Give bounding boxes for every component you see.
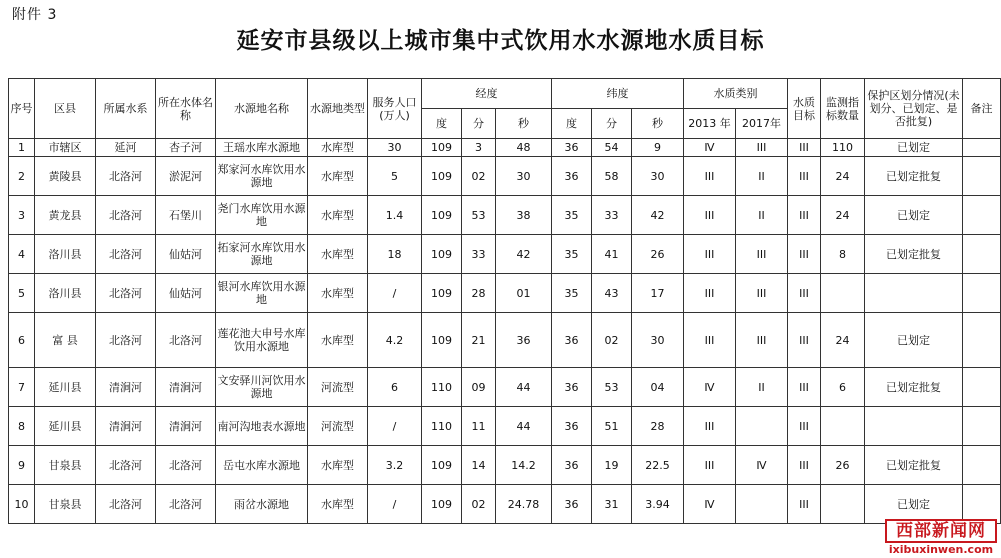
cell-county: 黄龙县 bbox=[35, 196, 96, 235]
header-2017: 2017年 bbox=[736, 109, 788, 139]
cell-indicators bbox=[821, 485, 865, 524]
header-population: 服务人口(万人) bbox=[368, 79, 422, 139]
cell-quality-2013: III bbox=[684, 235, 736, 274]
cell-county: 甘泉县 bbox=[35, 446, 96, 485]
cell-lon-min: 3 bbox=[462, 139, 496, 157]
cell-lon-sec: 44 bbox=[496, 407, 552, 446]
cell-source-name: 南河沟地表水源地 bbox=[216, 407, 308, 446]
cell-remarks bbox=[963, 485, 1001, 524]
cell-system: 清涧河 bbox=[96, 407, 156, 446]
cell-county: 市辖区 bbox=[35, 139, 96, 157]
cell-lon-deg: 109 bbox=[422, 157, 462, 196]
watermark-url: ixibuxinwen.com bbox=[888, 543, 994, 556]
cell-protection bbox=[865, 274, 963, 313]
cell-protection: 已划定批复 bbox=[865, 157, 963, 196]
cell-system: 延河 bbox=[96, 139, 156, 157]
table-row bbox=[9, 313, 1001, 368]
cell-lat-deg: 36 bbox=[552, 407, 592, 446]
cell-lat-deg: 35 bbox=[552, 235, 592, 274]
cell-quality-2017: III bbox=[736, 139, 788, 157]
cell-population: 6 bbox=[368, 368, 422, 407]
cell-protection: 已划定 bbox=[865, 196, 963, 235]
cell-remarks bbox=[963, 196, 1001, 235]
cell-source-name: 莲花池大申号水库饮用水源地 bbox=[216, 313, 308, 368]
cell-lon-deg: 109 bbox=[422, 485, 462, 524]
cell-source-type: 水库型 bbox=[308, 274, 368, 313]
cell-system: 北洛河 bbox=[96, 485, 156, 524]
cell-lon-deg: 110 bbox=[422, 368, 462, 407]
cell-lon-sec: 14.2 bbox=[496, 446, 552, 485]
cell-water-body: 清涧河 bbox=[156, 368, 216, 407]
cell-target: III bbox=[788, 139, 821, 157]
cell-source-type: 水库型 bbox=[308, 485, 368, 524]
cell-lat-min: 33 bbox=[592, 196, 632, 235]
cell-remarks bbox=[963, 235, 1001, 274]
cell-population: 18 bbox=[368, 235, 422, 274]
cell-quality-2017: Ⅳ bbox=[736, 446, 788, 485]
cell-water-body: 北洛河 bbox=[156, 313, 216, 368]
cell-population: 3.2 bbox=[368, 446, 422, 485]
cell-lon-min: 11 bbox=[462, 407, 496, 446]
header-lat-min: 分 bbox=[592, 109, 632, 139]
cell-lat-min: 54 bbox=[592, 139, 632, 157]
cell-water-body: 清涧河 bbox=[156, 407, 216, 446]
cell-source-name: 雨岔水源地 bbox=[216, 485, 308, 524]
cell-lat-sec: 17 bbox=[632, 274, 684, 313]
header-water-body: 所在水体名称 bbox=[156, 79, 216, 139]
cell-quality-2013: Ⅳ bbox=[684, 139, 736, 157]
cell-quality-2017: III bbox=[736, 235, 788, 274]
cell-remarks bbox=[963, 407, 1001, 446]
cell-quality-2017 bbox=[736, 407, 788, 446]
cell-quality-2013: III bbox=[684, 446, 736, 485]
header-indicators: 监测指标数量 bbox=[821, 79, 865, 139]
cell-lat-sec: 26 bbox=[632, 235, 684, 274]
cell-quality-2013: Ⅳ bbox=[684, 485, 736, 524]
header-target: 水质目标 bbox=[788, 79, 821, 139]
header-source-name: 水源地名称 bbox=[216, 79, 308, 139]
cell-target: III bbox=[788, 157, 821, 196]
cell-remarks bbox=[963, 274, 1001, 313]
header-lon-sec: 秒 bbox=[496, 109, 552, 139]
header-source-type: 水源地类型 bbox=[308, 79, 368, 139]
cell-lat-min: 19 bbox=[592, 446, 632, 485]
cell-lon-min: 21 bbox=[462, 313, 496, 368]
cell-system: 清涧河 bbox=[96, 368, 156, 407]
cell-seq: 5 bbox=[9, 274, 35, 313]
table-row bbox=[9, 235, 1001, 274]
cell-population: 5 bbox=[368, 157, 422, 196]
cell-quality-2013: III bbox=[684, 157, 736, 196]
cell-lon-sec: 38 bbox=[496, 196, 552, 235]
cell-lat-deg: 36 bbox=[552, 485, 592, 524]
cell-source-type: 河流型 bbox=[308, 407, 368, 446]
cell-lon-deg: 109 bbox=[422, 139, 462, 157]
cell-lon-deg: 109 bbox=[422, 274, 462, 313]
table-row bbox=[9, 446, 1001, 485]
cell-source-type: 水库型 bbox=[308, 235, 368, 274]
table-row bbox=[9, 368, 1001, 407]
cell-seq: 8 bbox=[9, 407, 35, 446]
table-row bbox=[9, 157, 1001, 196]
cell-lat-min: 53 bbox=[592, 368, 632, 407]
cell-target: III bbox=[788, 313, 821, 368]
cell-lat-deg: 36 bbox=[552, 139, 592, 157]
cell-county: 黄陵县 bbox=[35, 157, 96, 196]
cell-protection: 已划定 bbox=[865, 485, 963, 524]
cell-remarks bbox=[963, 157, 1001, 196]
header-county: 区县 bbox=[35, 79, 96, 139]
cell-seq: 1 bbox=[9, 139, 35, 157]
header-latitude: 纬度 bbox=[552, 79, 684, 109]
cell-indicators bbox=[821, 407, 865, 446]
cell-lon-min: 02 bbox=[462, 157, 496, 196]
cell-population: / bbox=[368, 407, 422, 446]
header-seq: 序号 bbox=[9, 79, 35, 139]
cell-lat-sec: 22.5 bbox=[632, 446, 684, 485]
cell-quality-2017: II bbox=[736, 196, 788, 235]
cell-quality-2017: II bbox=[736, 368, 788, 407]
cell-lon-min: 14 bbox=[462, 446, 496, 485]
cell-lat-min: 58 bbox=[592, 157, 632, 196]
cell-population: / bbox=[368, 274, 422, 313]
table-row bbox=[9, 485, 1001, 524]
cell-lat-sec: 3.94 bbox=[632, 485, 684, 524]
cell-lon-min: 33 bbox=[462, 235, 496, 274]
cell-lat-deg: 35 bbox=[552, 196, 592, 235]
cell-quality-2017 bbox=[736, 485, 788, 524]
cell-lon-min: 09 bbox=[462, 368, 496, 407]
header-remarks: 备注 bbox=[963, 79, 1001, 139]
cell-lat-deg: 36 bbox=[552, 313, 592, 368]
cell-lon-sec: 48 bbox=[496, 139, 552, 157]
cell-lat-min: 51 bbox=[592, 407, 632, 446]
cell-remarks bbox=[963, 446, 1001, 485]
header-lat-sec: 秒 bbox=[632, 109, 684, 139]
cell-lat-deg: 36 bbox=[552, 368, 592, 407]
cell-source-type: 水库型 bbox=[308, 446, 368, 485]
cell-population: 1.4 bbox=[368, 196, 422, 235]
cell-lon-deg: 110 bbox=[422, 407, 462, 446]
cell-lon-sec: 42 bbox=[496, 235, 552, 274]
cell-target: III bbox=[788, 196, 821, 235]
cell-target: III bbox=[788, 446, 821, 485]
cell-seq: 6 bbox=[9, 313, 35, 368]
cell-lat-min: 31 bbox=[592, 485, 632, 524]
cell-lat-min: 02 bbox=[592, 313, 632, 368]
cell-protection bbox=[865, 407, 963, 446]
cell-target: III bbox=[788, 485, 821, 524]
cell-lon-deg: 109 bbox=[422, 313, 462, 368]
cell-lat-sec: 9 bbox=[632, 139, 684, 157]
cell-lat-min: 43 bbox=[592, 274, 632, 313]
cell-system: 北洛河 bbox=[96, 157, 156, 196]
cell-source-name: 尧门水库饮用水源地 bbox=[216, 196, 308, 235]
cell-lon-sec: 01 bbox=[496, 274, 552, 313]
cell-water-body: 杏子河 bbox=[156, 139, 216, 157]
table-row bbox=[9, 407, 1001, 446]
cell-population: 30 bbox=[368, 139, 422, 157]
cell-source-name: 文安驿川河饮用水源地 bbox=[216, 368, 308, 407]
cell-lat-deg: 36 bbox=[552, 446, 592, 485]
cell-indicators: 24 bbox=[821, 196, 865, 235]
cell-protection: 已划定 bbox=[865, 139, 963, 157]
cell-water-body: 淤泥河 bbox=[156, 157, 216, 196]
cell-protection: 已划定批复 bbox=[865, 235, 963, 274]
cell-lat-sec: 28 bbox=[632, 407, 684, 446]
cell-lon-min: 53 bbox=[462, 196, 496, 235]
cell-lon-deg: 109 bbox=[422, 446, 462, 485]
cell-source-type: 水库型 bbox=[308, 313, 368, 368]
cell-indicators: 8 bbox=[821, 235, 865, 274]
cell-source-name: 岳屯水库水源地 bbox=[216, 446, 308, 485]
cell-water-body: 仙姑河 bbox=[156, 235, 216, 274]
cell-system: 北洛河 bbox=[96, 313, 156, 368]
cell-remarks bbox=[963, 368, 1001, 407]
header-longitude: 经度 bbox=[422, 79, 552, 109]
cell-water-body: 北洛河 bbox=[156, 446, 216, 485]
cell-lon-deg: 109 bbox=[422, 235, 462, 274]
cell-lat-sec: 04 bbox=[632, 368, 684, 407]
header-lon-min: 分 bbox=[462, 109, 496, 139]
cell-lon-sec: 36 bbox=[496, 313, 552, 368]
cell-target: III bbox=[788, 407, 821, 446]
cell-source-name: 拓家河水库饮用水源地 bbox=[216, 235, 308, 274]
cell-lon-deg: 109 bbox=[422, 196, 462, 235]
cell-lon-min: 28 bbox=[462, 274, 496, 313]
cell-indicators: 24 bbox=[821, 157, 865, 196]
cell-lat-sec: 30 bbox=[632, 313, 684, 368]
cell-quality-2013: III bbox=[684, 196, 736, 235]
cell-seq: 3 bbox=[9, 196, 35, 235]
cell-county: 甘泉县 bbox=[35, 485, 96, 524]
cell-county: 洛川县 bbox=[35, 235, 96, 274]
cell-indicators bbox=[821, 274, 865, 313]
water-source-table bbox=[8, 78, 1001, 524]
header-protection: 保护区划分情况(未划分、已划定、是否批复) bbox=[865, 79, 963, 139]
cell-county: 延川县 bbox=[35, 407, 96, 446]
table-row bbox=[9, 139, 1001, 157]
cell-protection: 已划定 bbox=[865, 313, 963, 368]
cell-county: 延川县 bbox=[35, 368, 96, 407]
cell-source-name: 王瑶水库水源地 bbox=[216, 139, 308, 157]
header-lon-deg: 度 bbox=[422, 109, 462, 139]
cell-lon-min: 02 bbox=[462, 485, 496, 524]
cell-system: 北洛河 bbox=[96, 274, 156, 313]
cell-source-name: 郑家河水库饮用水源地 bbox=[216, 157, 308, 196]
cell-source-type: 水库型 bbox=[308, 157, 368, 196]
cell-indicators: 110 bbox=[821, 139, 865, 157]
cell-seq: 7 bbox=[9, 368, 35, 407]
cell-indicators: 26 bbox=[821, 446, 865, 485]
cell-indicators: 24 bbox=[821, 313, 865, 368]
cell-source-name: 银河水库饮用水源地 bbox=[216, 274, 308, 313]
cell-population: 4.2 bbox=[368, 313, 422, 368]
cell-seq: 2 bbox=[9, 157, 35, 196]
document-title: 延安市县级以上城市集中式饮用水水源地水质目标 bbox=[236, 28, 765, 54]
cell-lat-deg: 35 bbox=[552, 274, 592, 313]
table-row bbox=[9, 196, 1001, 235]
cell-seq: 10 bbox=[9, 485, 35, 524]
cell-quality-2013: III bbox=[684, 274, 736, 313]
cell-remarks bbox=[963, 313, 1001, 368]
cell-protection: 已划定批复 bbox=[865, 368, 963, 407]
cell-source-type: 水库型 bbox=[308, 139, 368, 157]
attachment-label: 附件 3 bbox=[12, 7, 58, 23]
cell-lat-min: 41 bbox=[592, 235, 632, 274]
cell-lat-sec: 42 bbox=[632, 196, 684, 235]
header-2013: 2013 年 bbox=[684, 109, 736, 139]
cell-source-type: 河流型 bbox=[308, 368, 368, 407]
cell-target: III bbox=[788, 368, 821, 407]
header-system: 所属水系 bbox=[96, 79, 156, 139]
watermark-logo bbox=[885, 519, 997, 556]
cell-system: 北洛河 bbox=[96, 235, 156, 274]
cell-water-body: 石堡川 bbox=[156, 196, 216, 235]
cell-seq: 9 bbox=[9, 446, 35, 485]
cell-quality-2013: Ⅳ bbox=[684, 368, 736, 407]
cell-quality-2017: II bbox=[736, 157, 788, 196]
cell-water-body: 北洛河 bbox=[156, 485, 216, 524]
cell-target: III bbox=[788, 235, 821, 274]
cell-quality-2017: III bbox=[736, 274, 788, 313]
cell-lon-sec: 44 bbox=[496, 368, 552, 407]
cell-lat-deg: 36 bbox=[552, 157, 592, 196]
cell-quality-2013: III bbox=[684, 313, 736, 368]
header-lat-deg: 度 bbox=[552, 109, 592, 139]
cell-protection: 已划定批复 bbox=[865, 446, 963, 485]
cell-system: 北洛河 bbox=[96, 446, 156, 485]
cell-lon-sec: 24.78 bbox=[496, 485, 552, 524]
cell-population: / bbox=[368, 485, 422, 524]
cell-lat-sec: 30 bbox=[632, 157, 684, 196]
cell-indicators: 6 bbox=[821, 368, 865, 407]
cell-remarks bbox=[963, 139, 1001, 157]
cell-target: III bbox=[788, 274, 821, 313]
cell-quality-2013: III bbox=[684, 407, 736, 446]
cell-system: 北洛河 bbox=[96, 196, 156, 235]
cell-county: 富 县 bbox=[35, 313, 96, 368]
table-row bbox=[9, 274, 1001, 313]
cell-lon-sec: 30 bbox=[496, 157, 552, 196]
header-quality-class: 水质类别 bbox=[684, 79, 788, 109]
cell-source-type: 水库型 bbox=[308, 196, 368, 235]
watermark-name: 西部新闻网 bbox=[885, 519, 997, 543]
cell-quality-2017: III bbox=[736, 313, 788, 368]
cell-water-body: 仙姑河 bbox=[156, 274, 216, 313]
cell-seq: 4 bbox=[9, 235, 35, 274]
cell-county: 洛川县 bbox=[35, 274, 96, 313]
